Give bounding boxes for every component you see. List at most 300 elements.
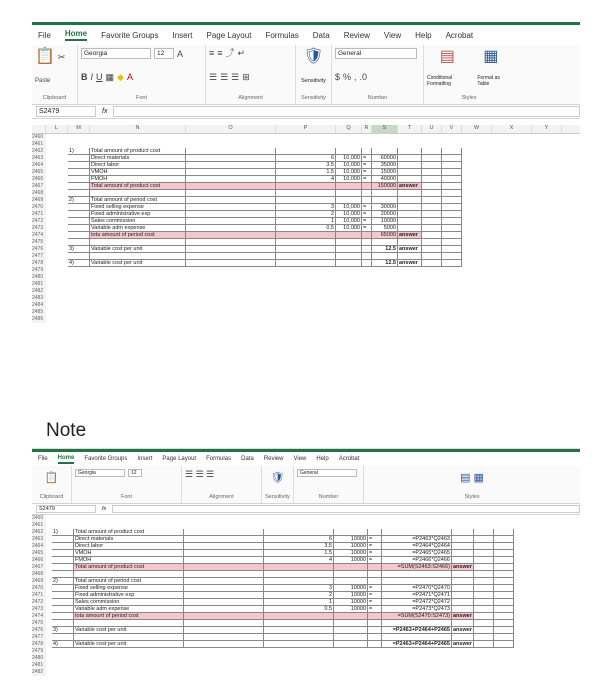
tab-acrobat[interactable]: Acrobat [338,456,360,462]
cell-o[interactable] [184,634,264,641]
cell-p[interactable] [276,295,336,302]
cell-v[interactable] [494,522,514,529]
format-table-icon[interactable]: ▦ [483,48,499,65]
cell-u[interactable] [422,246,442,253]
cell-x[interactable] [362,197,372,204]
cell-q[interactable] [336,239,362,246]
column-header-r[interactable]: R [362,125,372,133]
align-middle-icon[interactable]: ≡ [217,48,223,58]
tab-review[interactable]: Review [263,456,284,462]
cell-t[interactable] [452,557,474,564]
column-header-x[interactable]: X [492,125,532,133]
cell-n[interactable] [90,190,186,197]
cell-v[interactable] [442,169,462,176]
cell-m[interactable] [52,515,74,522]
cell-q[interactable]: 10,000 [336,169,362,176]
cell-n[interactable]: FMOH [74,557,184,564]
column-header-p[interactable]: P [276,125,336,133]
cell-t[interactable] [398,295,422,302]
align-icon-2[interactable]: ☰ ☰ ☰ [185,469,215,479]
cell-o[interactable] [186,225,276,232]
cell-lead[interactable] [46,288,68,295]
cell-n[interactable]: Sales commission [74,599,184,606]
row-number[interactable]: 2478 [32,260,46,267]
cell-v[interactable] [494,655,514,662]
row-number[interactable]: 2475 [32,620,46,627]
cell-u[interactable] [474,648,494,655]
cell-lead[interactable] [46,260,68,267]
cell-v[interactable] [442,176,462,183]
cell-o[interactable] [184,557,264,564]
cell-n[interactable]: Direct materials [90,155,186,162]
cell-n[interactable]: Fixed selling expense [90,204,186,211]
cell-lead[interactable] [46,274,68,281]
cell-q[interactable] [336,316,362,323]
font-size-box[interactable]: 12 [154,48,174,59]
cell-o[interactable] [184,578,264,585]
tab-insert[interactable]: Insert [172,30,193,40]
cell-s[interactable]: 150000 [372,183,398,190]
cell-v[interactable] [442,281,462,288]
cell-u[interactable] [422,281,442,288]
cell-q[interactable] [334,529,368,536]
cell-p[interactable] [276,302,336,309]
cell-o[interactable] [186,211,276,218]
cell-s[interactable] [382,662,452,669]
tab-page-layout[interactable]: Page Layout [206,30,252,40]
cell-p[interactable] [276,134,336,141]
cell-v[interactable] [442,197,462,204]
cell-u[interactable] [422,148,442,155]
row-number[interactable]: 2471 [32,592,46,599]
cell-q[interactable] [334,515,368,522]
cell-n[interactable]: Variable adm expense [90,225,186,232]
cell-u[interactable] [474,585,494,592]
cell-p[interactable]: 0.5 [276,225,336,232]
column-header-t[interactable]: T [398,125,422,133]
cell-u[interactable] [474,515,494,522]
formula-input[interactable] [113,106,580,117]
row-number[interactable]: 2464 [32,543,46,550]
cell-p[interactable] [264,648,334,655]
cell-x[interactable]: = [362,218,372,225]
row-number[interactable]: 2462 [32,148,46,155]
percent-icon[interactable]: % [343,72,352,82]
cell-p[interactable] [276,232,336,239]
cell-v[interactable] [442,134,462,141]
cell-n[interactable]: Total amount of product cost [90,148,186,155]
fx-icon-2[interactable]: fx [102,506,107,512]
cell-q[interactable] [334,578,368,585]
cell-v[interactable] [494,564,514,571]
cell-v[interactable] [442,267,462,274]
cell-x[interactable] [368,515,382,522]
row-number[interactable]: 2460 [32,134,46,141]
cell-u[interactable] [474,557,494,564]
column-header-l[interactable]: L [46,125,68,133]
cell-s[interactable]: =P2471*Q2471 [382,592,452,599]
cell-o[interactable] [186,169,276,176]
cell-t[interactable] [398,288,422,295]
cell-u[interactable] [422,260,442,267]
cell-u[interactable] [474,655,494,662]
cell-x[interactable] [362,260,372,267]
cell-m[interactable] [68,281,90,288]
cell-q[interactable] [334,571,368,578]
cell-p[interactable] [264,578,334,585]
cell-n[interactable]: Total amount of product cost [90,183,186,190]
cell-x[interactable]: = [362,162,372,169]
cell-q[interactable] [334,662,368,669]
cell-q[interactable]: 10,000 [336,218,362,225]
cell-o[interactable] [184,662,264,669]
cell-t[interactable] [398,169,422,176]
cell-t[interactable] [452,592,474,599]
cell-p[interactable]: 1 [264,599,334,606]
cell-s[interactable] [382,529,452,536]
cell-lead[interactable] [46,232,68,239]
cell-p[interactable] [264,620,334,627]
format-table-button[interactable]: Format as Table [477,74,500,87]
cell-n[interactable]: tota amount of period cost [74,613,184,620]
cell-o[interactable] [184,620,264,627]
cell-t[interactable] [398,267,422,274]
formula-input-2[interactable] [112,505,580,513]
tab-home[interactable]: Home [65,29,87,41]
cell-u[interactable] [422,169,442,176]
cell-t[interactable] [398,176,422,183]
cell-lead[interactable] [46,281,68,288]
tab-file[interactable]: File [38,30,51,40]
cell-m[interactable]: 3) [52,627,74,634]
cell-t[interactable] [398,225,422,232]
row-number[interactable]: 2486 [32,316,46,323]
font-color-icon[interactable]: A [126,72,133,82]
cell-p[interactable] [276,190,336,197]
paste-icon-2[interactable]: 📋 [44,472,59,484]
cell-t[interactable] [398,141,422,148]
cell-s[interactable]: 10000 [372,218,398,225]
row-number[interactable]: 2461 [32,141,46,148]
cell-o[interactable] [186,302,276,309]
cell-p[interactable] [276,197,336,204]
font-name-box-2[interactable]: Georgia [75,469,125,477]
column-header-v[interactable]: V [442,125,462,133]
cell-u[interactable] [474,564,494,571]
styles-icon-2[interactable]: ▤ ▦ [460,472,484,484]
cell-m[interactable] [52,599,74,606]
cell-p[interactable] [264,515,334,522]
cell-n[interactable]: Variable cost per unit [90,260,186,267]
cell-lead[interactable] [46,302,68,309]
cell-u[interactable] [474,662,494,669]
cell-n[interactable] [74,655,184,662]
cell-t[interactable] [452,585,474,592]
cell-t[interactable] [398,309,422,316]
tab-formulas[interactable]: Formulas [265,30,299,40]
cell-q[interactable] [336,281,362,288]
cell-t[interactable]: answer [452,613,474,620]
cell-x[interactable] [368,613,382,620]
cell-m[interactable] [52,536,74,543]
orientation-icon[interactable]: ⤴ [225,48,235,58]
cell-lead[interactable] [46,295,68,302]
cell-m[interactable] [52,557,74,564]
cell-s[interactable]: =P2470*Q2470 [382,585,452,592]
cell-t[interactable] [452,669,474,676]
cell-x[interactable]: = [368,536,382,543]
cell-m[interactable]: 2) [68,197,90,204]
cell-o[interactable] [186,253,276,260]
row-number[interactable]: 2481 [32,662,46,669]
cell-p[interactable] [276,274,336,281]
cell-u[interactable] [422,183,442,190]
tab-page-layout[interactable]: Page Layout [162,456,197,462]
row-number[interactable]: 2470 [32,204,46,211]
cell-u[interactable] [422,155,442,162]
cell-x[interactable] [362,302,372,309]
cell-o[interactable] [184,648,264,655]
sensitivity-icon-2[interactable]: 🛡 [270,472,285,484]
corner-cell[interactable] [32,125,46,133]
sensitivity-button[interactable]: Sensitivity [301,77,326,84]
cell-v[interactable] [442,274,462,281]
cell-x[interactable] [368,627,382,634]
cell-t[interactable] [398,162,422,169]
cell-s[interactable]: =P2463*Q2463 [382,536,452,543]
name-box[interactable]: S2479 [36,106,96,117]
cell-v[interactable] [442,288,462,295]
row-number[interactable]: 2475 [32,239,46,246]
cell-q[interactable]: 10000 [334,557,368,564]
cell-t[interactable] [452,655,474,662]
cell-u[interactable] [474,592,494,599]
row-number[interactable]: 2463 [32,155,46,162]
cell-n[interactable]: VMOH [74,550,184,557]
row-number[interactable]: 2482 [32,288,46,295]
cell-s[interactable]: 40000 [372,176,398,183]
cell-m[interactable] [68,211,90,218]
cell-n[interactable]: Direct labor [90,162,186,169]
cell-u[interactable] [422,211,442,218]
cell-n[interactable]: Fixed selling expense [74,585,184,592]
cell-x[interactable] [368,641,382,648]
column-header-y[interactable]: Y [532,125,562,133]
cell-u[interactable] [474,578,494,585]
cell-p[interactable]: 1.5 [276,169,336,176]
cell-t[interactable] [398,197,422,204]
cell-x[interactable] [362,246,372,253]
cell-p[interactable]: 1 [276,218,336,225]
cell-n[interactable]: Variable cost per unit [74,627,184,634]
cell-n[interactable]: Direct labor [74,543,184,550]
cell-x[interactable]: = [362,225,372,232]
cell-o[interactable] [184,543,264,550]
row-number[interactable]: 2467 [32,183,46,190]
cell-m[interactable] [52,613,74,620]
cell-u[interactable] [474,599,494,606]
cell-p[interactable] [264,655,334,662]
row-number[interactable]: 2468 [32,571,46,578]
cell-m[interactable] [52,522,74,529]
row-number[interactable]: 2466 [32,176,46,183]
cell-x[interactable] [368,655,382,662]
cell-s[interactable] [372,197,398,204]
cell-o[interactable] [186,316,276,323]
tab-data[interactable]: Data [312,30,330,40]
cell-q[interactable] [336,148,362,155]
cell-x[interactable] [362,232,372,239]
cell-o[interactable] [186,176,276,183]
cell-o[interactable] [186,246,276,253]
cell-u[interactable] [422,253,442,260]
cell-v[interactable] [442,211,462,218]
cell-u[interactable] [422,141,442,148]
cell-m[interactable] [52,648,74,655]
cell-n[interactable]: Fixed administrative exp [90,211,186,218]
cell-t[interactable] [452,522,474,529]
tab-help[interactable]: Help [316,456,329,462]
cell-x[interactable] [368,662,382,669]
wrap-icon[interactable]: ↵ [237,48,246,58]
row-number[interactable]: 2482 [32,669,46,676]
cell-o[interactable] [186,183,276,190]
cell-t[interactable]: answer [398,246,422,253]
cell-x[interactable]: = [368,606,382,613]
cell-s[interactable] [382,522,452,529]
cell-x[interactable] [368,578,382,585]
cell-q[interactable] [336,246,362,253]
cell-q[interactable]: 10000 [334,550,368,557]
cell-x[interactable] [362,267,372,274]
cell-v[interactable] [494,599,514,606]
cell-p[interactable]: 6 [264,536,334,543]
tab-acrobat[interactable]: Acrobat [445,30,474,40]
cell-s[interactable]: 20000 [372,211,398,218]
cell-v[interactable] [494,571,514,578]
fx-icon[interactable]: fx [102,108,108,115]
cell-m[interactable] [68,176,90,183]
sensitivity-icon[interactable]: 🛡 [303,48,324,65]
row-number[interactable]: 2485 [32,309,46,316]
cell-p[interactable] [276,281,336,288]
cell-p[interactable] [264,564,334,571]
cell-t[interactable]: answer [398,260,422,267]
cell-t[interactable] [452,634,474,641]
row-number[interactable]: 2480 [32,655,46,662]
cell-t[interactable] [398,316,422,323]
cell-n[interactable] [90,141,186,148]
cell-m[interactable] [68,204,90,211]
cell-s[interactable]: 5000 [372,225,398,232]
cell-n[interactable]: VMOH [90,169,186,176]
cell-u[interactable] [422,274,442,281]
cell-s[interactable] [382,620,452,627]
cell-x[interactable] [362,288,372,295]
row-number[interactable]: 2461 [32,522,46,529]
cell-t[interactable]: answer [398,232,422,239]
cell-u[interactable] [422,225,442,232]
fill-color-icon[interactable]: ◆ [117,72,124,82]
cell-q[interactable]: 10000 [334,599,368,606]
cell-t[interactable] [452,662,474,669]
cell-o[interactable] [186,239,276,246]
cell-u[interactable] [422,309,442,316]
cell-n[interactable]: Direct materials [74,536,184,543]
cell-x[interactable]: = [362,176,372,183]
cell-s[interactable]: 12.5 [372,246,398,253]
cell-v[interactable] [442,190,462,197]
cell-x[interactable] [368,564,382,571]
cell-p[interactable]: 2 [276,211,336,218]
cell-x[interactable]: = [368,550,382,557]
cell-n[interactable] [74,648,184,655]
cell-s[interactable]: 30000 [372,204,398,211]
cell-x[interactable] [362,274,372,281]
cell-n[interactable] [74,620,184,627]
cut-icon[interactable]: ✂ [57,52,66,62]
cell-v[interactable] [494,557,514,564]
cell-o[interactable] [186,155,276,162]
cell-q[interactable] [336,302,362,309]
cell-v[interactable] [442,260,462,267]
cell-s[interactable]: =SUM(S2463:S2466) [382,564,452,571]
cell-v[interactable] [442,295,462,302]
row-number[interactable]: 2471 [32,211,46,218]
cell-v[interactable] [494,543,514,550]
cell-q[interactable] [334,613,368,620]
cell-n[interactable] [74,522,184,529]
cell-t[interactable] [452,571,474,578]
cell-s[interactable] [372,302,398,309]
cell-u[interactable] [474,543,494,550]
cell-u[interactable] [422,134,442,141]
cell-q[interactable]: 10,000 [336,204,362,211]
decimal-icon[interactable]: .0 [359,72,368,82]
tab-formulas[interactable]: Formulas [206,456,232,462]
number-format-box[interactable]: General [335,48,417,59]
cell-u[interactable] [474,613,494,620]
cell-n[interactable] [90,134,186,141]
cell-t[interactable] [452,599,474,606]
cell-x[interactable] [362,316,372,323]
row-number[interactable]: 2479 [32,267,46,274]
cell-q[interactable] [336,267,362,274]
cell-u[interactable] [474,634,494,641]
row-number[interactable]: 2484 [32,302,46,309]
cell-t[interactable]: answer [398,183,422,190]
cell-p[interactable]: 2 [264,592,334,599]
cell-m[interactable] [68,253,90,260]
row-number[interactable]: 2460 [32,515,46,522]
cell-u[interactable] [474,627,494,634]
cell-s[interactable] [382,571,452,578]
cell-lead[interactable] [46,183,68,190]
cell-o[interactable] [184,655,264,662]
cell-o[interactable] [184,606,264,613]
cell-lead[interactable] [46,155,68,162]
cell-m[interactable] [52,620,74,627]
cell-v[interactable] [494,592,514,599]
cell-n[interactable]: Total amount of product cost [74,529,184,536]
row-number[interactable]: 2465 [32,550,46,557]
underline-icon[interactable]: U [96,72,103,82]
cell-u[interactable] [422,218,442,225]
cell-x[interactable] [362,148,372,155]
cell-o[interactable] [184,536,264,543]
cell-v[interactable] [494,620,514,627]
cell-x[interactable] [368,522,382,529]
